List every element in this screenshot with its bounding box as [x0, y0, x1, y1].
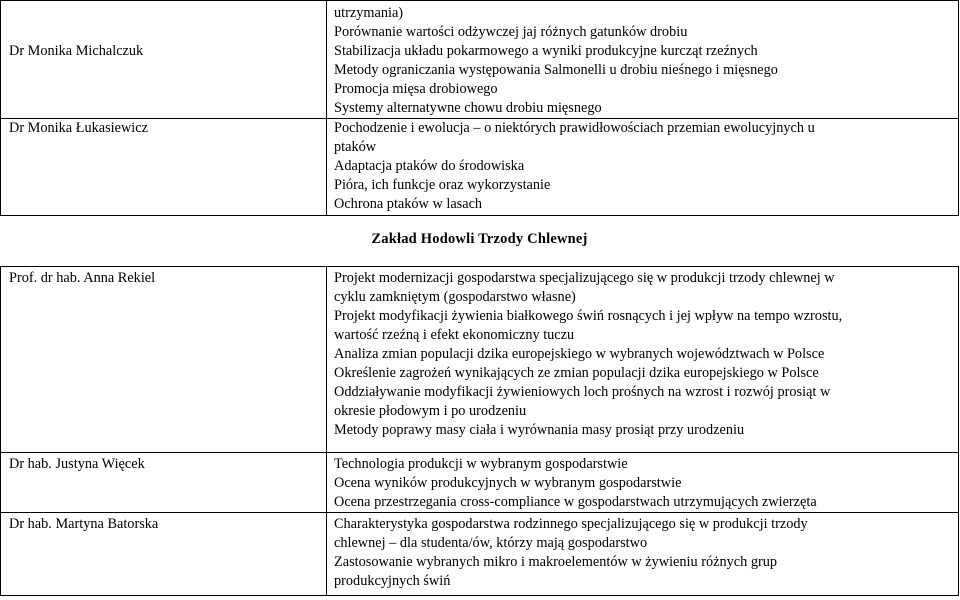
topic-line: Metody ograniczania występowania Salmonelli u drobiu nieśnego i mięsnego — [334, 62, 778, 78]
topic-line: Promocja mięsa drobiowego — [334, 81, 498, 97]
topic-line: Określenie zagrożeń wynikających ze zmian populacji dzika europejskiego w Polsce — [334, 365, 819, 381]
topic-line: ptaków — [334, 139, 377, 155]
topics-cell — [327, 513, 959, 596]
topic-line: Zastosowanie wybranych mikro i makroelementów w żywieniu różnych grup — [334, 554, 778, 570]
topic-line: cyklu zamkniętym (gospodarstwo własne) — [334, 289, 576, 305]
supervisor-name-cell — [1, 1, 327, 119]
topic-line: Porównanie wartości odżywczej jaj różnych gatunków drobiu — [334, 24, 688, 40]
topic-line: Oddziaływanie modyfikacji żywieniowych loch prośnych na wzrost i rozwój prosiąt w — [334, 384, 831, 400]
topic-line: Charakterystyka gospodarstwa rodzinnego specjalizującego się w produkcji trzody — [334, 516, 808, 532]
topics-cell — [327, 267, 959, 453]
supervisor-name-cell — [1, 119, 327, 216]
table-row — [1, 267, 959, 453]
supervisor-name: Dr hab. Justyna Więcek — [9, 456, 145, 472]
topics-cell — [327, 1, 959, 119]
supervisor-name-cell — [1, 267, 327, 453]
section-title: Zakład Hodowli Trzody Chlewnej — [1, 216, 959, 267]
topic-line: Stabilizacja układu pokarmowego a wyniki produkcyjne kurcząt rzeźnych — [334, 43, 758, 59]
topics-cell — [327, 453, 959, 513]
supervisor-name: Prof. dr hab. Anna Rekiel — [9, 270, 156, 286]
topic-line: Ocena przestrzegania cross-compliance w gospodarstwach utrzymujących zwierzęta — [334, 494, 817, 510]
topic-line: Technologia produkcji w wybranym gospodarstwie — [334, 456, 628, 472]
supervisor-name-cell — [1, 513, 327, 596]
topic-line: Analiza zmian populacji dzika europejskiego w wybranych województwach w Polsce — [334, 346, 825, 362]
topic-line: Projekt modyfikacji żywienia białkowego świń rosnących i jej wpływ na tempo wzrostu, — [334, 308, 843, 324]
topic-line: Pochodzenie i ewolucja – o niektórych prawidłowościach przemian ewolucyjnych u — [334, 120, 815, 136]
topic-line: produkcyjnych świń — [334, 573, 451, 589]
topic-line: chlewnej – dla studenta/ów, którzy mają gospodarstwo — [334, 535, 648, 551]
table-row — [1, 513, 959, 596]
supervisor-name: Dr Monika Michalczuk — [9, 43, 144, 59]
topic-line: Pióra, ich funkcje oraz wykorzystanie — [334, 177, 551, 193]
topic-line: Adaptacja ptaków do środowiska — [334, 158, 525, 174]
topic-line: okresie płodowym i po urodzeniu — [334, 403, 527, 419]
topic-line: Projekt modernizacji gospodarstwa specjalizującego się w produkcji trzody chlewnej w — [334, 270, 835, 286]
table-row — [1, 453, 959, 513]
supervisor-name-cell — [1, 453, 327, 513]
section-row — [1, 216, 959, 267]
table-row — [1, 119, 959, 216]
topic-line: utrzymania) — [334, 5, 404, 21]
topic-line: Metody poprawy masy ciała i wyrównania masy prosiąt przy urodzeniu — [334, 422, 745, 438]
topic-line: Systemy alternatywne chowu drobiu mięsnego — [334, 100, 602, 116]
supervisor-name: Dr Monika Łukasiewicz — [9, 120, 148, 136]
table-row — [1, 1, 959, 119]
topic-line: Ocena wyników produkcyjnych w wybranym gospodarstwie — [334, 475, 682, 491]
topic-line: wartość rzeźną i efekt ekonomiczny tuczu — [334, 327, 575, 343]
supervisor-name: Dr hab. Martyna Batorska — [9, 516, 159, 532]
topic-line: Ochrona ptaków w lasach — [334, 196, 483, 212]
topics-cell — [327, 119, 959, 216]
